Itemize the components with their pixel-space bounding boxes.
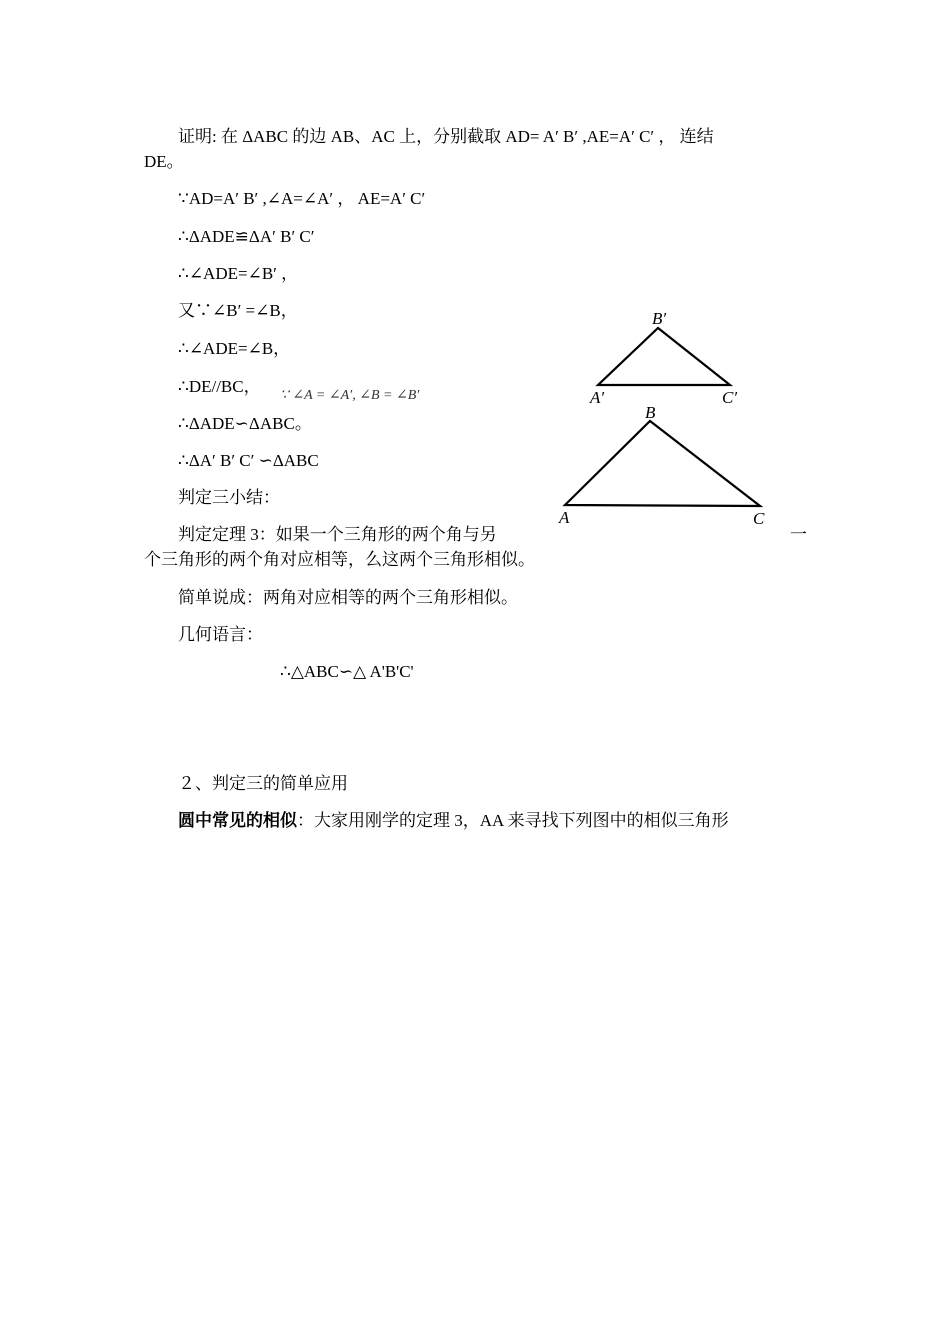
proof-line-2: ∵AD=A′ B′ ,∠A=∠A′ ， AE=A′ C′ [178,189,426,208]
section2-text [178,810,729,832]
small-label-top: B′ [652,309,667,328]
proof-line-7: ∴DE//BC， [178,377,261,396]
simple-statement: 简单说成：两角对应相等的两个三角形相似。 [178,588,518,607]
proof-line-5: 又∵∠B′ =∠B， [178,301,298,320]
proof-line-8: ∴ΔADE∽ΔABC。 [178,414,312,433]
proof-line-7-math: ∵ ∠A = ∠A′, ∠B = ∠B′ [280,388,420,403]
geometry-language-label: 几何语言： [178,625,263,644]
large-label-top: B [645,403,656,422]
large-triangle [565,421,760,506]
section2-title: ２、判定三的简单应用 [178,774,348,793]
section2-rest: ：大家用刚学的定理 3，AA 来寻找下列图中的相似三角形 [297,811,729,830]
proof-line-9: ∴ΔA′ B′ C′ ∽ΔABC [178,451,319,470]
small-label-right: C′ [722,388,738,407]
theorem-line-b: 个三角形的两个角对应相等，么这两个三角形相似。 [144,550,535,569]
geometry-conclusion: ∴△ABC∽△ A'B'C' [280,662,414,681]
section2-bold-lead: 圆中常见的相似 [178,811,297,830]
large-label-right: C [753,509,765,528]
proof-line-4: ∴∠ADE=∠B′ ， [178,264,299,283]
large-label-left: A [559,508,570,527]
proof-line-1: 证明: 在 ΔABC 的边 AB、AC 上，分别截取 AD= A′ B′ ,AE=A′ C′ ， 连结 [178,127,714,146]
theorem-line-a-end: 一 [790,525,807,544]
small-label-left: A′ [590,388,605,407]
small-triangle [598,328,730,385]
proof-line-6: ∴∠ADE=∠B， [178,339,291,358]
proof-line-1b: DE。 [144,152,184,171]
similar-triangles-figure [555,305,785,535]
summary-heading: 判定三小结： [178,488,280,507]
proof-line-3: ∴ΔADE≌ΔA′ B′ C′ [178,227,315,246]
theorem-line-a: 判定定理 3：如果一个三角形的两个角与另 [178,525,497,544]
